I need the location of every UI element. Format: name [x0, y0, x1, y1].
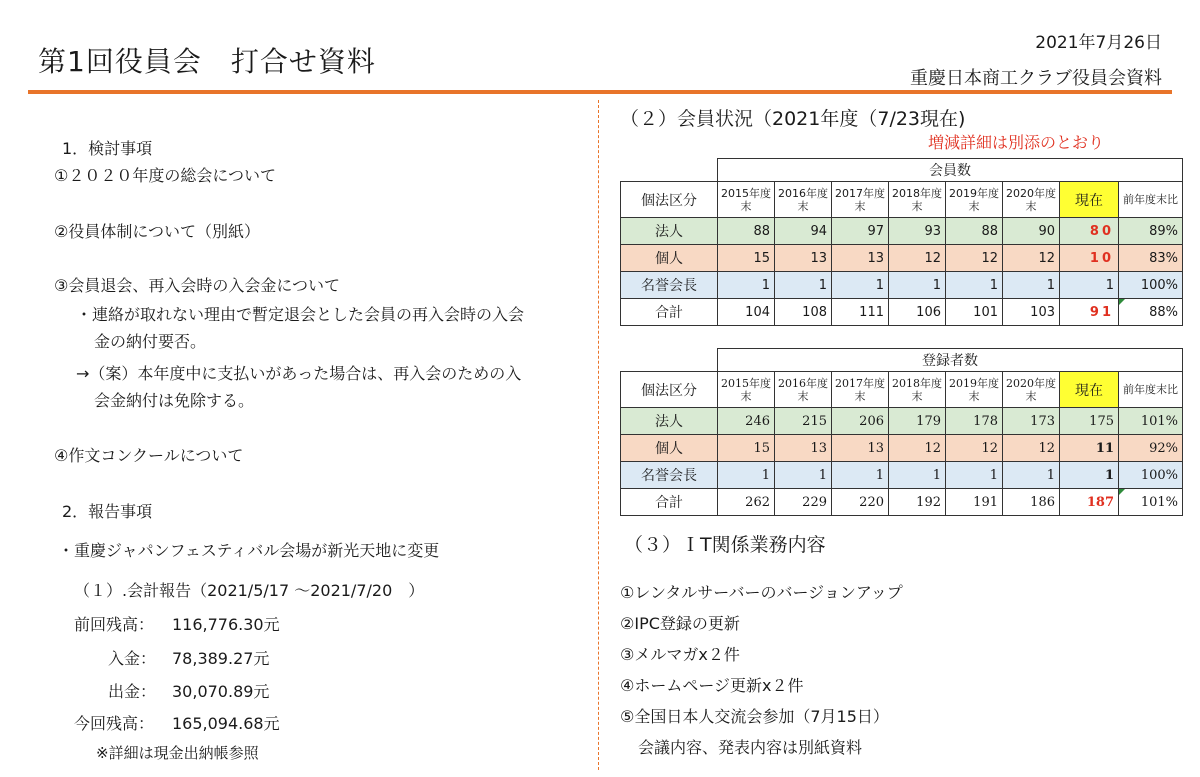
table-cell: 15	[718, 435, 775, 462]
row-label: 名誉会長	[621, 462, 718, 489]
table-cell: 12	[1003, 245, 1060, 272]
expense-label: 出金：	[108, 682, 157, 701]
table-cell: 88	[946, 218, 1003, 245]
current-value-cell: 11	[1060, 435, 1119, 462]
accounting-title: （１）.会計報告（2021/5/17 ～2021/7/20 ）	[74, 581, 425, 600]
column-header-prev-ratio: 前年度末比	[1119, 372, 1183, 408]
table-row	[621, 408, 1183, 435]
current-balance-value: 165,094.68元	[172, 714, 280, 733]
ratio-cell: 83%	[1119, 245, 1183, 272]
current-value-cell: 1	[1060, 272, 1119, 299]
agenda-item-3-detail-2: 金の納付要否。	[94, 332, 207, 351]
column-header-current: 現在	[1060, 182, 1119, 218]
current-value-cell: 175	[1060, 408, 1119, 435]
registrant-count-table	[620, 348, 1183, 516]
column-header-year: 2017年度末	[832, 372, 889, 408]
table-cell: 94	[775, 218, 832, 245]
table-cell: 103	[1003, 299, 1060, 326]
table-cell: 186	[1003, 489, 1060, 516]
table-cell: 1	[946, 462, 1003, 489]
column-header-year: 2018年度末	[889, 182, 946, 218]
expense-value: 30,070.89元	[172, 682, 270, 701]
table-cell: 88	[718, 218, 775, 245]
page-title: 第1回役員会 打合せ資料	[38, 45, 376, 78]
current-value-cell: 1	[1060, 462, 1119, 489]
table-cell: 191	[946, 489, 1003, 516]
column-divider	[598, 100, 599, 770]
header-rule	[28, 90, 1172, 94]
column-header-year: 2019年度末	[946, 372, 1003, 408]
table-cell: 215	[775, 408, 832, 435]
row-label: 名誉会長	[621, 272, 718, 299]
table-row-total	[621, 299, 1183, 326]
column-header-year: 2015年度末	[718, 182, 775, 218]
agenda-item-3-proposal-2: 会金納付は免除する。	[94, 391, 255, 410]
column-header-prev-ratio: 前年度末比	[1119, 182, 1183, 218]
column-header-current: 現在	[1060, 372, 1119, 408]
agenda-item-2: ②役員体制について（別紙）	[54, 222, 261, 241]
table-cell: 229	[775, 489, 832, 516]
it-item-5: ⑤全国日本人交流会参加（7月15日）	[620, 707, 889, 726]
it-item-5-detail: 会議内容、発表内容は別紙資料	[638, 738, 863, 757]
row-label: 合計	[621, 299, 718, 326]
red-note: 増減詳細は別添のとおり	[928, 133, 1105, 152]
table-cell: 1	[832, 462, 889, 489]
section-1-title: 1．検討事項	[62, 139, 153, 158]
current-balance-label: 今回残高：	[74, 714, 155, 733]
agenda-item-3: ③会員退会、再入会時の入会金について	[54, 276, 341, 295]
table-cell: 93	[889, 218, 946, 245]
table-cell: 13	[775, 245, 832, 272]
table-cell: 12	[946, 245, 1003, 272]
current-value-cell: 187	[1060, 489, 1119, 516]
table-row	[621, 272, 1183, 299]
column-header-category: 個法区分	[621, 372, 718, 408]
accounting-note: ※詳細は現金出納帳参照	[96, 744, 259, 762]
agenda-item-3-proposal-1: →（案）本年度中に支払いがあった場合は、再入会のための入	[76, 364, 522, 383]
column-header-year: 2019年度末	[946, 182, 1003, 218]
member-status-title: （２）会員状況（2021年度（7/23現在)	[620, 108, 966, 130]
table-row	[621, 462, 1183, 489]
it-section-title: （３）ＩT関係業務内容	[624, 534, 826, 556]
agenda-item-1: ①２０２０年度の総会について	[54, 166, 277, 185]
table-cell: 220	[832, 489, 889, 516]
income-value: 78,389.27元	[172, 649, 270, 668]
row-label: 法人	[621, 408, 718, 435]
column-header-year: 2015年度末	[718, 372, 775, 408]
table-cell: 1	[718, 272, 775, 299]
table-caption: 会員数	[718, 159, 1183, 182]
income-label: 入金：	[108, 649, 157, 668]
previous-balance-value: 116,776.30元	[172, 615, 280, 634]
table-cell: 101	[946, 299, 1003, 326]
member-count-table	[620, 158, 1183, 326]
table-cell: 206	[832, 408, 889, 435]
table-cell: 262	[718, 489, 775, 516]
table-cell: 173	[1003, 408, 1060, 435]
table-cell: 192	[889, 489, 946, 516]
column-header-year: 2016年度末	[775, 372, 832, 408]
ratio-cell: 89%	[1119, 218, 1183, 245]
table-cell: 15	[718, 245, 775, 272]
table-cell: 90	[1003, 218, 1060, 245]
organization-name: 重慶日本商工クラブ役員会資料	[910, 68, 1162, 89]
column-header-year: 2020年度末	[1003, 182, 1060, 218]
table-caption: 登録者数	[718, 349, 1183, 372]
table-row	[621, 435, 1183, 462]
column-header-year: 2020年度末	[1003, 372, 1060, 408]
row-label: 個人	[621, 435, 718, 462]
row-label: 法人	[621, 218, 718, 245]
table-cell: 97	[832, 218, 889, 245]
ratio-cell: 101%	[1119, 408, 1183, 435]
table-cell: 1	[1003, 272, 1060, 299]
ratio-cell: 100%	[1119, 272, 1183, 299]
table-cell: 1	[889, 272, 946, 299]
column-header-year: 2016年度末	[775, 182, 832, 218]
section-2-title: 2．報告事項	[62, 502, 153, 521]
current-value-cell: 91	[1060, 299, 1119, 326]
table-cell: 12	[1003, 435, 1060, 462]
table-cell: 106	[889, 299, 946, 326]
table-cell: 1	[889, 462, 946, 489]
document-date: 2021年7月26日	[1035, 33, 1162, 53]
current-value-cell: 10	[1060, 245, 1119, 272]
table-cell: 12	[889, 435, 946, 462]
current-value-cell: 80	[1060, 218, 1119, 245]
ratio-cell: 88%	[1119, 299, 1183, 326]
it-item-1: ①レンタルサーバーのバージョンアップ	[620, 583, 903, 602]
table-cell: 1	[1003, 462, 1060, 489]
table-cell: 111	[832, 299, 889, 326]
it-item-2: ②IPC登録の更新	[620, 614, 740, 633]
it-item-3: ③メルマガx２件	[620, 645, 740, 664]
table-cell: 246	[718, 408, 775, 435]
table-cell: 13	[832, 245, 889, 272]
table-cell: 12	[889, 245, 946, 272]
row-label: 合計	[621, 489, 718, 516]
it-item-4: ④ホームページ更新x２件	[620, 676, 804, 695]
table-cell: 1	[718, 462, 775, 489]
agenda-item-3-detail-1: ・連絡が取れない理由で暫定退会とした会員の再入会時の入会	[76, 305, 525, 324]
ratio-cell: 101%	[1119, 489, 1183, 516]
report-item: ・重慶ジャパンフェスティバル会場が新光天地に変更	[58, 541, 440, 560]
agenda-item-4: ④作文コンクールについて	[54, 446, 244, 465]
column-header-category: 個法区分	[621, 182, 718, 218]
table-cell: 12	[946, 435, 1003, 462]
row-label: 個人	[621, 245, 718, 272]
table-cell: 1	[775, 462, 832, 489]
previous-balance-label: 前回残高：	[74, 615, 155, 634]
table-cell: 104	[718, 299, 775, 326]
table-cell: 1	[775, 272, 832, 299]
ratio-cell: 100%	[1119, 462, 1183, 489]
ratio-cell: 92%	[1119, 435, 1183, 462]
table-cell: 13	[832, 435, 889, 462]
table-row	[621, 218, 1183, 245]
table-cell: 13	[775, 435, 832, 462]
table-cell: 108	[775, 299, 832, 326]
table-cell: 1	[832, 272, 889, 299]
table-cell: 179	[889, 408, 946, 435]
table-cell: 178	[946, 408, 1003, 435]
column-header-year: 2018年度末	[889, 372, 946, 408]
table-cell: 1	[946, 272, 1003, 299]
table-row	[621, 245, 1183, 272]
column-header-year: 2017年度末	[832, 182, 889, 218]
table-row-total	[621, 489, 1183, 516]
